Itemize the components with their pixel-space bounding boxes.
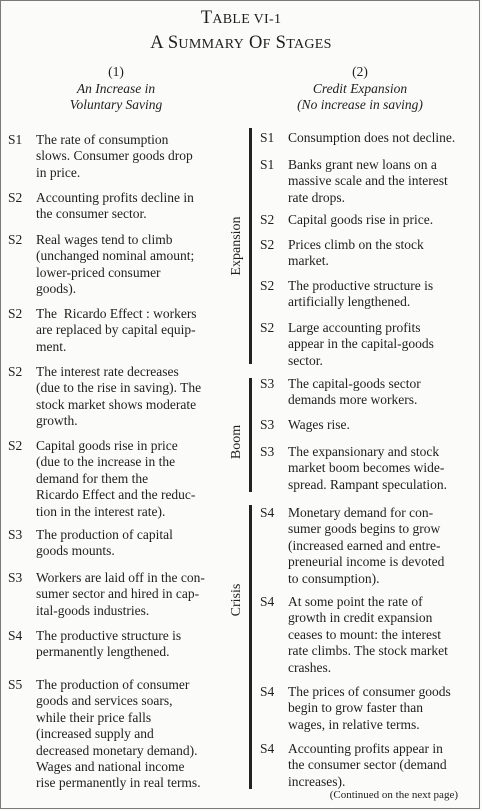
stage-text-line: Workers are laid off in the con- (36, 570, 205, 585)
stage-text-line: spread. Rampant speculation. (288, 476, 447, 492)
stage-text-line: the consumer sector. (36, 206, 147, 222)
column-number: (2) (352, 64, 368, 79)
stage-item (260, 444, 447, 493)
stage-code: S4 (8, 628, 23, 643)
stage-text-line: permanently lengthened. (36, 644, 170, 660)
stage-text-line: wages, in relative terms. (288, 716, 420, 732)
stage-code: S4 (260, 594, 275, 609)
stage-text-line: decreased monetary demand). (36, 742, 198, 758)
stage-text-line: Monetary demand for con- (288, 505, 434, 520)
stage-item (8, 190, 194, 223)
stage-item (260, 212, 433, 228)
stage-item (8, 570, 205, 619)
stage-text-line: Consumption does not decline. (288, 130, 456, 145)
phase-label-crisis: Crisis (229, 583, 244, 617)
stage-item (8, 677, 201, 792)
stage-text-line: (increased earned and entre- (288, 537, 441, 553)
stage-text-line: demand for them the (36, 470, 149, 486)
column-header-credit (244, 64, 476, 114)
stage-code: S4 (260, 505, 275, 520)
stage-item (8, 306, 197, 355)
stage-text-line: The Ricardo Effect : workers (36, 306, 197, 321)
column-header-saving (0, 64, 232, 114)
stage-text-line: (due to the increase in the (36, 454, 176, 470)
stage-text-line: appear in the capital-goods (288, 336, 434, 352)
column-heading-line: (No increase in saving) (297, 97, 423, 112)
stage-text-line: The rate of consumption (36, 132, 169, 147)
stage-item (8, 438, 195, 520)
stage-code: S2 (8, 306, 23, 321)
stage-text-line: The capital-goods sector (288, 376, 421, 391)
stage-code: S1 (8, 132, 23, 147)
table-title-rest: ABLE VI-1 (212, 12, 282, 27)
phase-label-boom: Boom (229, 424, 244, 460)
stage-text-line: market. (288, 253, 329, 269)
stage-item (260, 594, 448, 676)
stage-text-line: rate drops. (288, 189, 345, 205)
stage-text-line: massive scale and the interest (288, 173, 448, 189)
stage-item (260, 417, 350, 433)
expansion-bracket (249, 128, 255, 364)
stage-code: S2 (260, 320, 275, 335)
column-heading-line: An Increase in (76, 80, 156, 96)
stage-text-line: The productive structure is (288, 278, 434, 293)
stage-code: S3 (260, 376, 275, 391)
stage-text-line: growth in credit expansion (288, 610, 433, 626)
stage-text-line: Wages and national income (36, 759, 185, 775)
stage-text-line: sector. (288, 352, 323, 368)
table-subtitle: A SUMMARY OF STAGES (150, 33, 332, 53)
stage-text-line: Accounting profits decline in (36, 190, 194, 205)
stage-code: S3 (8, 570, 23, 585)
stage-text-line: rise permanently in real terms. (36, 775, 201, 791)
stage-code: S4 (260, 684, 275, 699)
stage-code: S2 (8, 190, 23, 205)
stage-text-line: The production of consumer (36, 677, 190, 692)
stage-code: S3 (260, 444, 275, 459)
stage-text-line: rate climbs. The stock market (288, 643, 448, 659)
stage-text-line: The production of capital (36, 527, 173, 542)
stage-text-line: Prices climb on the stock (288, 237, 424, 252)
stage-item (260, 376, 421, 409)
stage-text-line: ceases to mount: the interest (288, 626, 441, 642)
stage-item (8, 527, 173, 560)
stage-text-line: ment. (36, 338, 67, 354)
stage-text-line: goods and services soars, (36, 693, 173, 709)
stage-text-line: preneurial income is devoted (288, 554, 445, 570)
stage-text-line: stock market shows moderate (36, 396, 197, 412)
stage-code: S3 (8, 527, 23, 542)
stage-text-line: in price. (36, 164, 81, 180)
stage-item (260, 130, 455, 146)
stage-item (260, 278, 433, 311)
continued-note: (Continued on the next page) (329, 789, 458, 801)
boom-bracket (249, 378, 255, 492)
stage-code: S2 (260, 212, 275, 227)
stage-text-line: At some point the rate of (288, 594, 423, 609)
stage-text-line: sumer goods begins to grow (288, 521, 441, 537)
stage-code: S2 (260, 278, 275, 293)
stage-text-line: while their price falls (36, 709, 152, 725)
stage-item (260, 157, 448, 206)
stage-code: S1 (260, 130, 275, 145)
stage-text-line: (increased supply and (36, 726, 154, 742)
stage-item (260, 741, 447, 790)
stage-code: S1 (260, 157, 275, 172)
stage-text-line: goods). (36, 281, 77, 297)
stage-code: S3 (260, 417, 275, 432)
stage-text-line: the consumer sector (demand (288, 757, 447, 773)
stage-text-line: goods mounts. (36, 543, 115, 559)
stage-item (260, 320, 434, 369)
stage-code: S2 (8, 232, 23, 247)
stage-text-line: The interest rate decreases (36, 364, 179, 379)
stage-text-line: (unchanged nominal amount; (36, 248, 195, 264)
stage-text-line: Ricardo Effect and the reduc- (36, 487, 196, 503)
stage-text-line: lower-priced consumer (36, 264, 161, 280)
stage-text-line: Banks grant new loans on a (288, 157, 437, 172)
stage-text-line: growth. (36, 413, 78, 429)
stage-item (260, 684, 451, 733)
stage-text-line: demands more workers. (288, 392, 418, 408)
stage-text-line: artificially lengthened. (288, 294, 411, 310)
stage-text-line: The expansionary and stock (288, 444, 440, 459)
stage-code: S2 (8, 438, 23, 453)
crisis-bracket (249, 505, 255, 789)
stage-text-line: Capital goods rise in price (36, 438, 178, 453)
stage-item (8, 132, 193, 181)
stage-text-line: The productive structure is (36, 628, 182, 643)
phase-label-expansion: Expansion (229, 216, 244, 276)
stage-text-line: market boom becomes wide- (288, 460, 445, 476)
stage-text-line: Real wages tend to climb (36, 232, 173, 247)
stage-text-line: crashes. (288, 659, 332, 675)
stage-text-line: begin to grow faster than (288, 700, 423, 716)
column-heading-line: Credit Expansion (312, 80, 408, 96)
stage-item (8, 232, 194, 298)
stage-text-line: Capital goods rise in price. (288, 212, 434, 227)
stage-text-line: are replaced by capital equip- (36, 322, 196, 338)
stage-code: S2 (8, 364, 23, 379)
stage-code: S5 (8, 677, 23, 692)
stage-item (260, 505, 444, 587)
stage-code: S4 (260, 741, 275, 756)
stage-text-line: to consumption). (288, 570, 380, 586)
stage-text-line: increases). (288, 773, 346, 789)
stage-text-line: Wages rise. (288, 417, 350, 432)
stage-text-line: sumer sector and hired in cap- (36, 586, 200, 602)
column-heading-line: Voluntary Saving (69, 97, 163, 112)
stage-code: S2 (260, 237, 275, 252)
stage-text-line: slows. Consumer goods drop (36, 148, 193, 164)
stage-item (8, 628, 181, 661)
table-title-initial: T (200, 8, 213, 28)
stage-text-line: Accounting profits appear in (288, 741, 443, 756)
stage-item (260, 237, 424, 270)
stage-text-line: The prices of consumer goods (288, 684, 451, 699)
stage-text-line: ital-goods industries. (36, 602, 150, 618)
column-number: (1) (108, 64, 124, 79)
stage-item (8, 364, 201, 430)
stage-text-line: (due to the rise in saving). The (36, 380, 202, 396)
table-title (0, 8, 482, 29)
stage-text-line: Large accounting profits (288, 320, 421, 335)
stage-text-line: tion in the interest rate). (36, 503, 166, 519)
